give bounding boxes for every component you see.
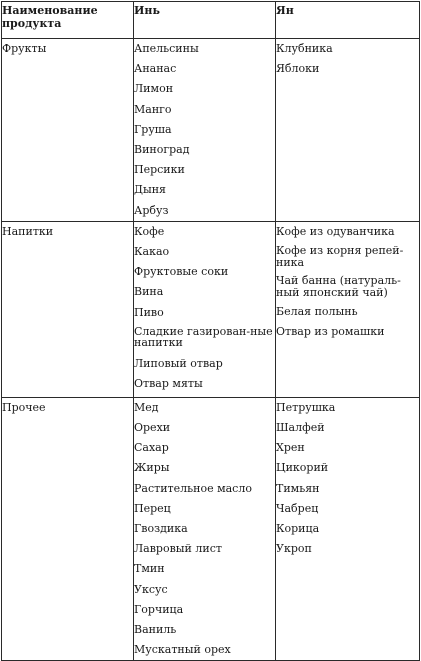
yang-cell <box>276 39 420 222</box>
list-item: Груша <box>134 122 172 136</box>
list-item: Кофе <box>134 224 165 238</box>
list-item: Сахар <box>134 441 169 455</box>
list-item: Дыня <box>134 183 166 197</box>
yin-cell <box>134 39 276 222</box>
list-item: Манго <box>134 102 172 116</box>
list-item: Отвар мяты <box>134 377 203 391</box>
list-item: Орехи <box>134 421 171 435</box>
header-product-name: Наименование продукта <box>2 2 134 39</box>
list-item: Пиво <box>134 305 164 319</box>
list-item: Отвар из ромашки <box>276 325 385 339</box>
yin-cell <box>134 397 276 661</box>
list-item: Цикорий <box>276 461 329 475</box>
list-item: Виноград <box>134 143 190 157</box>
list-item: Вина <box>134 285 164 299</box>
table-row-fruits <box>2 39 420 222</box>
list-item: Сладкие газирован-ные напитки <box>134 324 273 350</box>
list-item: Какао <box>134 245 170 259</box>
header-yin: Инь <box>134 2 276 39</box>
list-item: Фруктовые соки <box>134 265 229 279</box>
list-item: Чабрец <box>276 501 319 515</box>
list-item: Ваниль <box>134 623 177 637</box>
list-item: Шалфей <box>276 421 325 435</box>
list-item: Жиры <box>134 461 170 475</box>
list-item: Чай банна (натураль-ный японский чай) <box>276 274 401 299</box>
list-item: Мед <box>134 400 159 414</box>
list-item: Укроп <box>276 542 312 556</box>
list-item: Белая полынь <box>276 305 358 319</box>
list-item: Яблоки <box>276 62 320 76</box>
list-item: Арбуз <box>134 203 169 217</box>
list-item: Тимьян <box>276 481 320 495</box>
category-cell: Напитки <box>2 221 134 397</box>
yang-cell <box>276 397 420 661</box>
category-cell: Прочее <box>2 397 134 661</box>
list-item: Гвоздика <box>134 522 188 536</box>
list-item: Лимон <box>134 82 174 96</box>
list-item: Ананас <box>134 62 177 76</box>
list-item: Персики <box>134 163 185 177</box>
list-item: Петрушка <box>276 400 336 414</box>
list-item: Уксус <box>134 582 168 596</box>
header-yang: Ян <box>276 2 420 39</box>
list-item: Клубника <box>276 42 333 55</box>
table-row-other <box>2 397 420 661</box>
header-row <box>2 2 420 39</box>
list-item: Мускатный орех <box>134 643 231 657</box>
list-item: Перец <box>134 501 171 515</box>
yang-cell <box>276 221 420 397</box>
list-item: Тмин <box>134 562 165 576</box>
list-item: Липовый отвар <box>134 356 223 370</box>
list-item: Корица <box>276 522 320 536</box>
list-item: Кофе из корня репей-ника <box>276 244 404 269</box>
list-item: Растительное масло <box>134 481 252 495</box>
list-item: Лавровый лист <box>134 542 222 556</box>
list-item: Кофе из одуванчика <box>276 224 395 238</box>
yin-yang-products-table <box>1 1 420 661</box>
category-cell: Фрукты <box>2 39 134 222</box>
yin-cell <box>134 221 276 397</box>
list-item: Хрен <box>276 441 305 455</box>
list-item: Апельсины <box>134 42 199 55</box>
table-row-drinks <box>2 221 420 397</box>
list-item: Горчица <box>134 602 184 616</box>
